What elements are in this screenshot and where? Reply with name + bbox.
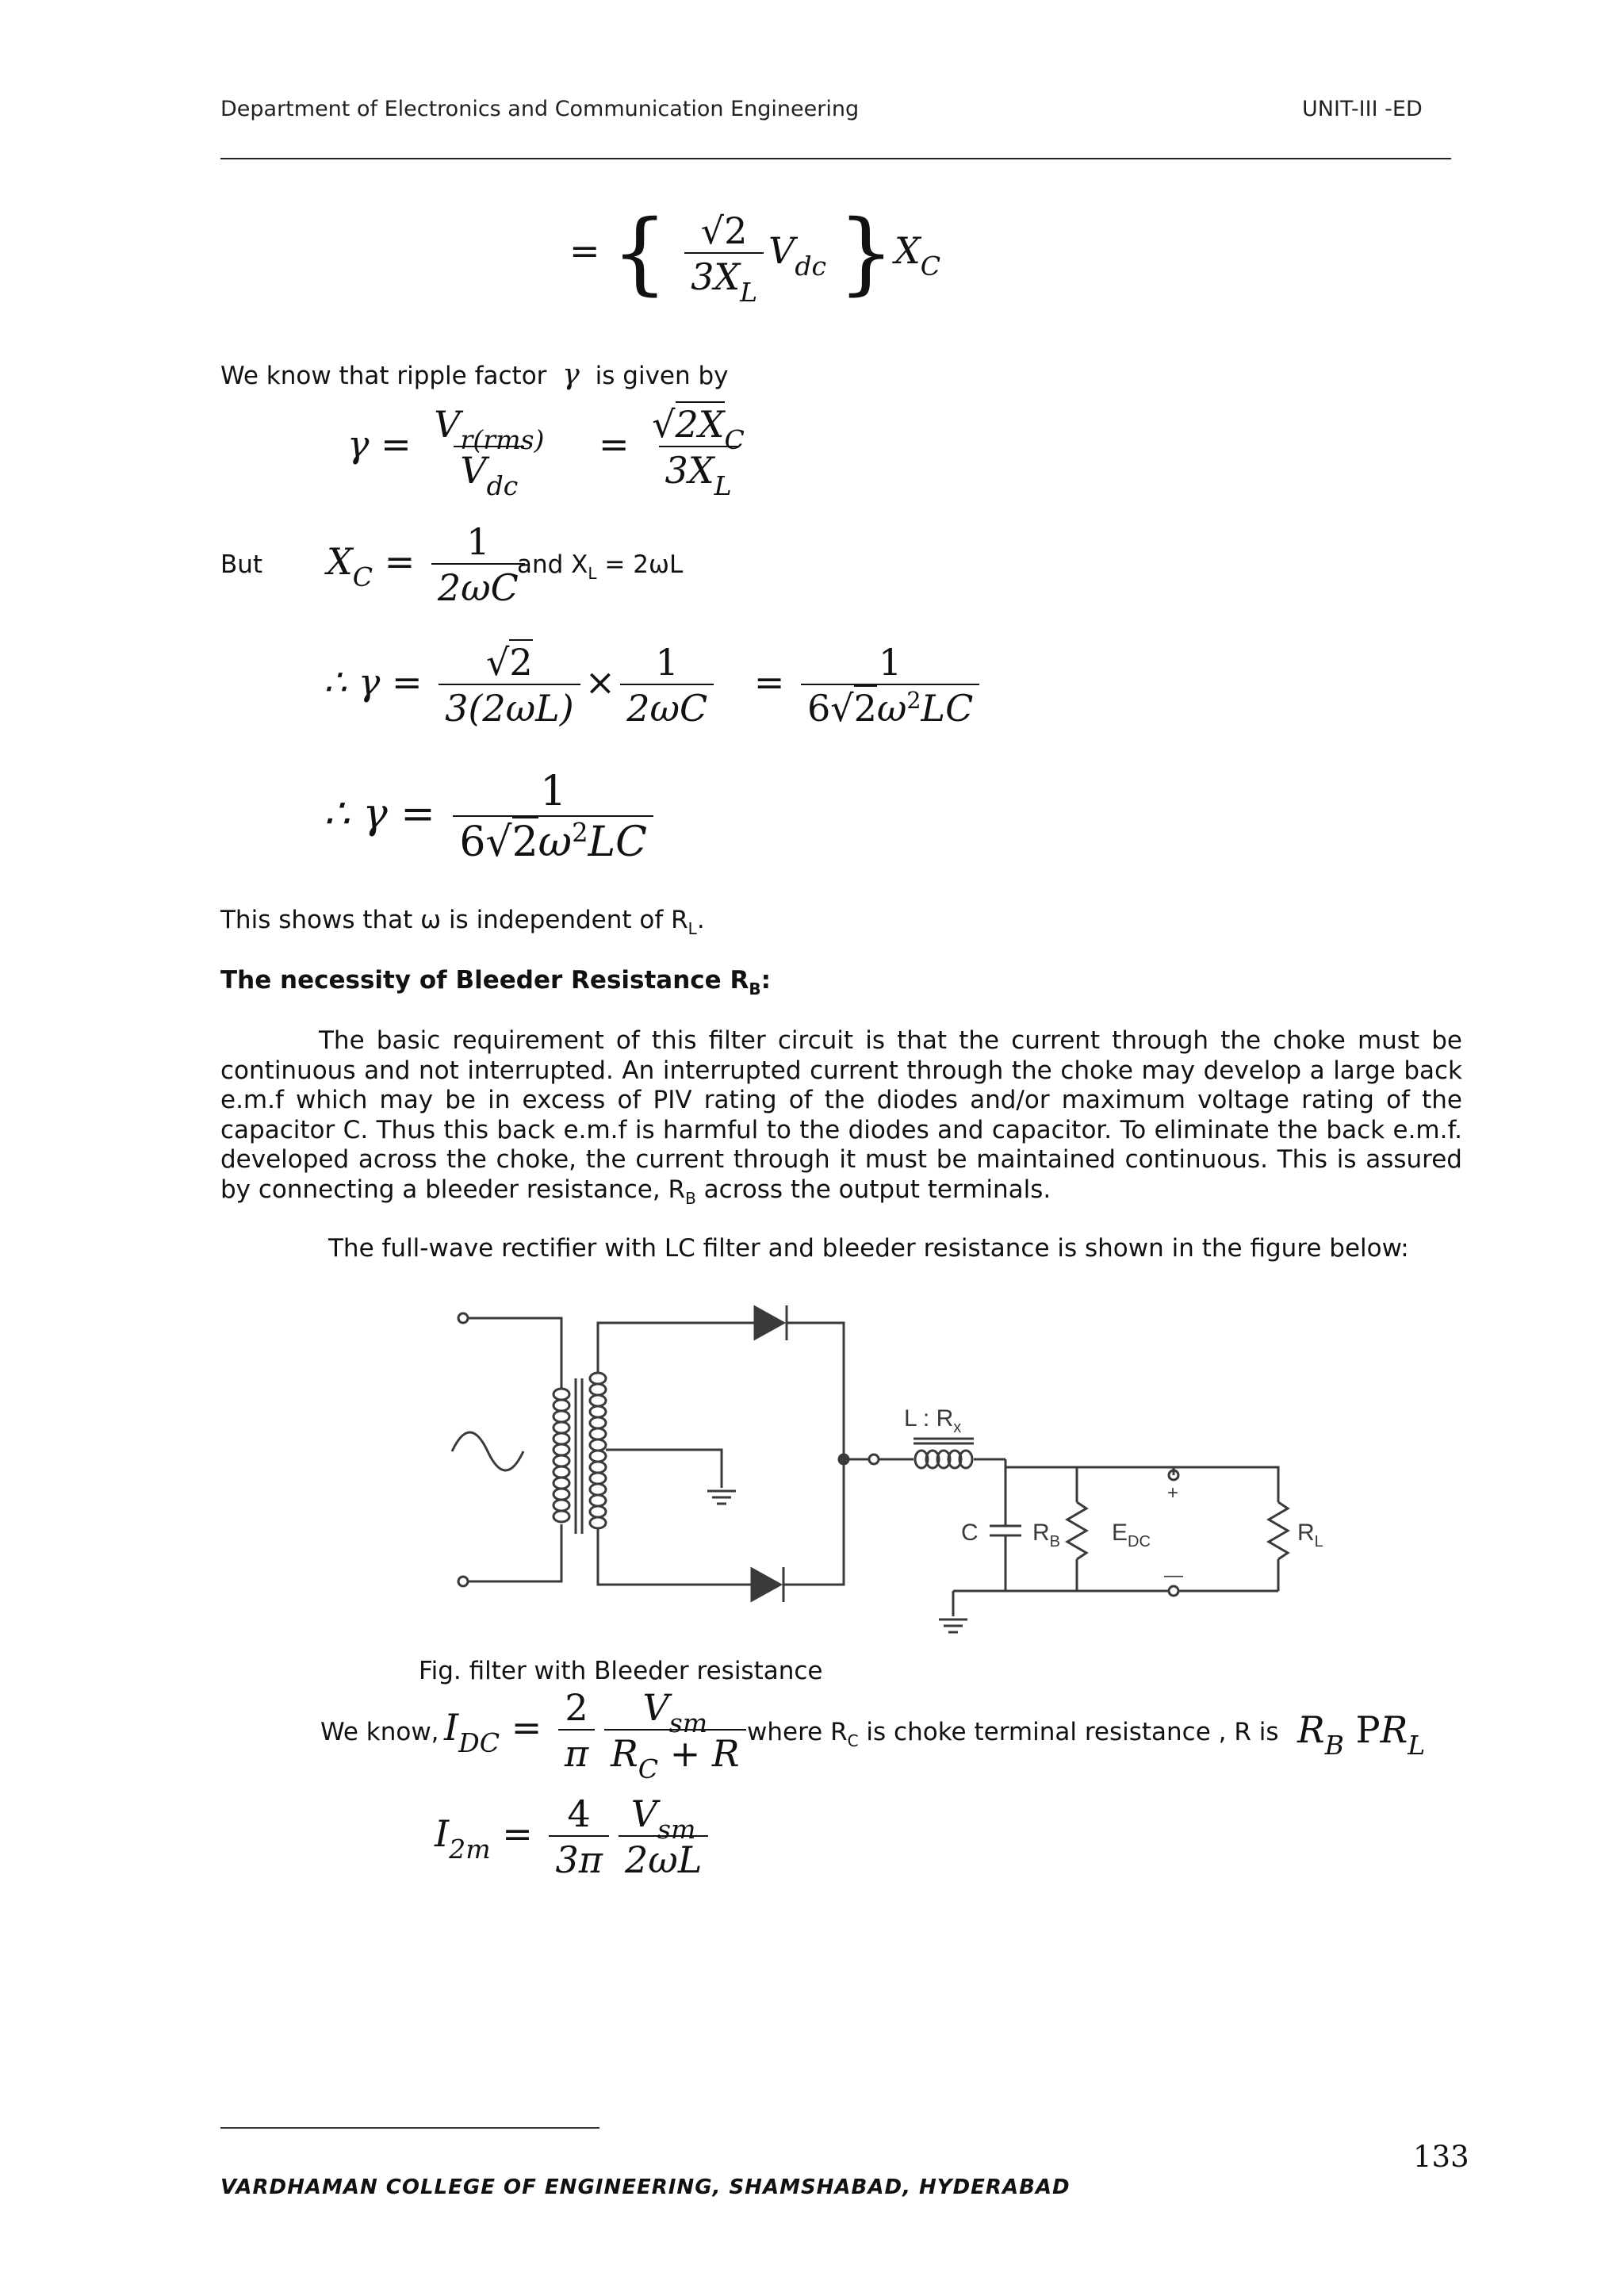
ripple-intro-line: We know that ripple factor γ is given by [220, 358, 729, 391]
header-department: Department of Electronics and Communication Engineering [220, 97, 860, 121]
figure-intro: The full-wave rectifier with LC filter and bleeder resistance is shown in the figure below: [328, 1234, 1409, 1263]
equation-4: ∴ γ = $\frac{1}{6√2\omega^2LC}$ [324, 771, 658, 863]
input-terminal-bottom [458, 1577, 468, 1586]
input-terminal-top [458, 1313, 468, 1323]
footer-rule [220, 2127, 599, 2129]
xl-statement: and $X_L = 2\omega L$ [517, 550, 684, 583]
footer-college: VARDHAMAN COLLEGE OF ENGINEERING, SHAMSHABAD, HYDERABAD [220, 2175, 1071, 2199]
but-label: But [220, 550, 263, 579]
xc-equation: $X_C$ = $\frac{1}{2\omega C}$ [327, 523, 530, 606]
figure-caption: Fig. filter with Bleeder resistance [419, 1657, 823, 1685]
we-know-label: We know, [320, 1718, 439, 1746]
edc-label: $E_{DC}$ [1112, 1520, 1151, 1550]
header-rule [220, 158, 1451, 159]
equation-idc: $I_{DC}$ = $\frac{2}{\pi}$ $\frac{V_{sm}}{R_C + R}$ [444, 1689, 751, 1772]
independence-statement: This shows that ω is independent of $R_L$. [220, 906, 705, 938]
plus-label: + [1167, 1482, 1179, 1504]
output-terminal-negative [1169, 1586, 1178, 1596]
bleeder-resistor-icon [1067, 1502, 1086, 1559]
choke-label: L : $R_x$ [904, 1405, 962, 1436]
capacitor-label: C [961, 1520, 979, 1546]
r-parallel-expression: $R_B$ $PR_L$ [1297, 1708, 1426, 1761]
header-unit: UNIT-III -ED [1302, 97, 1423, 121]
equation-2: γ = $\frac{V_{r(rms)}}{V_{dc}}$ = $\frac{√2X_C}{3X_L}$ [347, 403, 745, 501]
rl-label: $R_L$ [1297, 1520, 1323, 1550]
equation-1: = { $\frac{√2}{3X_L}$ $V_{dc}$ }$X_C$ [569, 201, 941, 308]
choke-inductor-icon [914, 1439, 974, 1468]
minus-label: — [1164, 1565, 1183, 1586]
transformer-primary-coil [553, 1389, 569, 1522]
rb-label: $R_B$ [1032, 1520, 1061, 1550]
circuit-diagram [428, 1283, 1451, 1656]
page-number: 133 [1413, 2140, 1469, 2174]
transformer-secondary-coil [590, 1373, 606, 1528]
equation-i2m: $I_{2m}$ = $\frac{4}{3\pi}$ $\frac{V_{sm}}{2\omega L}$ [435, 1796, 713, 1878]
diode-top-icon [755, 1307, 783, 1339]
bleeder-paragraph: The basic requirement of this filter circuit is that the current through the choke must be continuous and not interrupted. An interrupted current through the choke may develop a large back e.m.f which may be in excess of PIV rating of the diodes and/or maximum voltage rating of the capacitor C. Thus this back e.m.f is harmful to the diodes and capacitor. To eliminate the back e.m.f. developed across the choke, the current through it must be maintained continuous. This is assured by connecting a bleeder resistance, $R_B$ across the output terminals. [220, 1026, 1462, 1208]
equation-3: ∴ γ = $\frac{√2}{3(2\omega L)}$ × $\frac{1}{2\omega C}$ = $\frac{1}{6√2\omega^2LC}$ [324, 644, 984, 726]
ac-source-icon [452, 1432, 523, 1470]
diode-bottom-icon [752, 1569, 780, 1600]
section-heading: The necessity of Bleeder Resistance $R_B$: [220, 966, 772, 999]
load-resistor-icon [1269, 1502, 1288, 1559]
rc-definition: where $R_C$ is choke terminal resistance , R is [747, 1718, 1279, 1750]
